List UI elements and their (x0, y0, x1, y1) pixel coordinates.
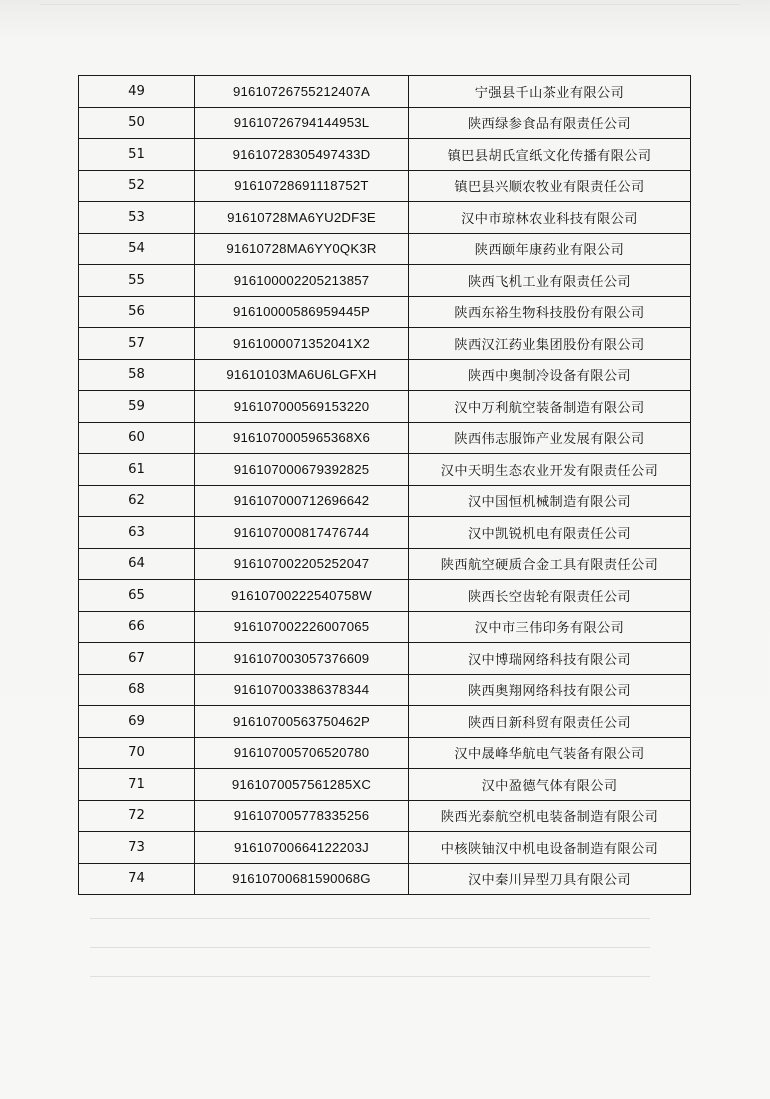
row-number-cell: 62 (79, 485, 195, 517)
credit-code-cell: 91610700681590068G (195, 863, 409, 895)
table-row (79, 391, 691, 423)
company-name-cell: 汉中秦川异型刀具有限公司 (409, 863, 691, 895)
row-number-cell: 64 (79, 548, 195, 580)
table-row (79, 107, 691, 139)
row-number-cell: 51 (79, 139, 195, 171)
table-row (79, 422, 691, 454)
credit-code-cell: 91610728MA6YY0QK3R (195, 233, 409, 265)
company-name-cell: 陕西东裕生物科技股份有限公司 (409, 296, 691, 328)
company-name-cell: 汉中市琼林农业科技有限公司 (409, 202, 691, 234)
table-row (79, 643, 691, 675)
company-name-cell: 汉中晟峰华航电气装备有限公司 (409, 737, 691, 769)
company-name-cell: 陕西飞机工业有限责任公司 (409, 265, 691, 297)
row-number-cell: 63 (79, 517, 195, 549)
row-number-cell: 52 (79, 170, 195, 202)
row-number-cell: 50 (79, 107, 195, 139)
company-name-cell: 汉中市三伟印务有限公司 (409, 611, 691, 643)
row-number-cell: 61 (79, 454, 195, 486)
credit-code-cell: 916107000817476744 (195, 517, 409, 549)
credit-code-cell: 916107000679392825 (195, 454, 409, 486)
credit-code-cell: 916107000569153220 (195, 391, 409, 423)
row-number-cell: 58 (79, 359, 195, 391)
row-number-cell: 70 (79, 737, 195, 769)
table-row (79, 76, 691, 108)
credit-code-cell: 9161070005965368X6 (195, 422, 409, 454)
row-number-cell: 68 (79, 674, 195, 706)
credit-code-cell: 9161000071352041X2 (195, 328, 409, 360)
table-row (79, 139, 691, 171)
table-row (79, 202, 691, 234)
credit-code-cell: 916107003057376609 (195, 643, 409, 675)
credit-code-cell: 91610726794144953L (195, 107, 409, 139)
row-number-cell: 54 (79, 233, 195, 265)
credit-code-cell: 91610700664122203J (195, 832, 409, 864)
table-row (79, 706, 691, 738)
company-name-cell: 陕西航空硬质合金工具有限责任公司 (409, 548, 691, 580)
table-row (79, 832, 691, 864)
table-row (79, 454, 691, 486)
company-name-cell: 汉中万利航空装备制造有限公司 (409, 391, 691, 423)
row-number-cell: 60 (79, 422, 195, 454)
row-number-cell: 49 (79, 76, 195, 108)
credit-code-cell: 91610728305497433D (195, 139, 409, 171)
table-row (79, 233, 691, 265)
credit-code-cell: 9161070057561285XC (195, 769, 409, 801)
credit-code-cell: 91610700222540758W (195, 580, 409, 612)
credit-code-cell: 91610700563750462P (195, 706, 409, 738)
table-row (79, 737, 691, 769)
credit-code-cell: 91610103MA6U6LGFXH (195, 359, 409, 391)
company-name-cell: 陕西日新科贸有限责任公司 (409, 706, 691, 738)
row-number-cell: 74 (79, 863, 195, 895)
company-name-cell: 陕西伟志服饰产业发展有限公司 (409, 422, 691, 454)
credit-code-cell: 916100002205213857 (195, 265, 409, 297)
table-row (79, 296, 691, 328)
company-name-cell: 陕西颐年康药业有限公司 (409, 233, 691, 265)
table-row (79, 359, 691, 391)
company-name-cell: 陕西奥翔网络科技有限公司 (409, 674, 691, 706)
credit-code-cell: 91610726755212407A (195, 76, 409, 108)
row-number-cell: 57 (79, 328, 195, 360)
row-number-cell: 67 (79, 643, 195, 675)
company-name-cell: 镇巴县胡氏宣纸文化传播有限公司 (409, 139, 691, 171)
credit-code-cell: 91610728691118752T (195, 170, 409, 202)
company-name-cell: 宁强县千山茶业有限公司 (409, 76, 691, 108)
table-row (79, 328, 691, 360)
bleed-through-line (40, 4, 740, 15)
table-row (79, 548, 691, 580)
row-number-cell: 55 (79, 265, 195, 297)
table-row (79, 769, 691, 801)
row-number-cell: 72 (79, 800, 195, 832)
table-body (79, 76, 691, 895)
company-name-cell: 中核陕铀汉中机电设备制造有限公司 (409, 832, 691, 864)
company-name-cell: 陕西汉江药业集团股份有限公司 (409, 328, 691, 360)
table-row (79, 611, 691, 643)
row-number-cell: 66 (79, 611, 195, 643)
company-name-cell: 陕西光泰航空机电装备制造有限公司 (409, 800, 691, 832)
company-name-cell: 汉中国恒机械制造有限公司 (409, 485, 691, 517)
row-number-cell: 71 (79, 769, 195, 801)
credit-code-cell: 916107000712696642 (195, 485, 409, 517)
table-row (79, 800, 691, 832)
table-row (79, 517, 691, 549)
table-row (79, 170, 691, 202)
credit-code-cell: 916107005706520780 (195, 737, 409, 769)
row-number-cell: 59 (79, 391, 195, 423)
table-row (79, 485, 691, 517)
bleed-through-table (90, 890, 650, 980)
row-number-cell: 53 (79, 202, 195, 234)
company-name-cell: 陕西绿参食品有限责任公司 (409, 107, 691, 139)
credit-code-cell: 916107003386378344 (195, 674, 409, 706)
company-name-cell: 汉中盈德气体有限公司 (409, 769, 691, 801)
credit-code-cell: 916107005778335256 (195, 800, 409, 832)
credit-code-cell: 916107002226007065 (195, 611, 409, 643)
credit-code-cell: 91610000586959445P (195, 296, 409, 328)
company-registry-table (78, 75, 691, 895)
row-number-cell: 65 (79, 580, 195, 612)
table-row (79, 265, 691, 297)
company-name-cell: 陕西长空齿轮有限责任公司 (409, 580, 691, 612)
company-name-cell: 镇巴县兴顺农牧业有限责任公司 (409, 170, 691, 202)
company-name-cell: 汉中天明生态农业开发有限责任公司 (409, 454, 691, 486)
row-number-cell: 73 (79, 832, 195, 864)
company-name-cell: 汉中博瑞网络科技有限公司 (409, 643, 691, 675)
table-row (79, 674, 691, 706)
row-number-cell: 56 (79, 296, 195, 328)
table-row (79, 580, 691, 612)
credit-code-cell: 916107002205252047 (195, 548, 409, 580)
row-number-cell: 69 (79, 706, 195, 738)
company-name-cell: 陕西中奥制冷设备有限公司 (409, 359, 691, 391)
company-name-cell: 汉中凯锐机电有限责任公司 (409, 517, 691, 549)
credit-code-cell: 91610728MA6YU2DF3E (195, 202, 409, 234)
